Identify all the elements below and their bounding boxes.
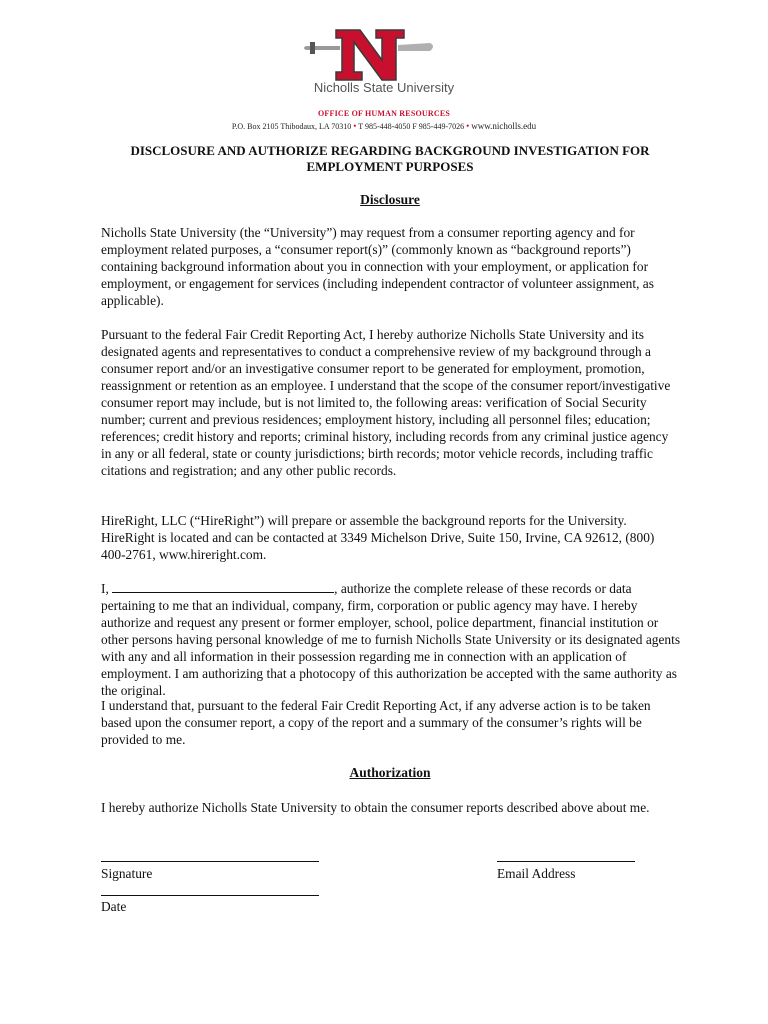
website-link[interactable]: www.nicholls.edu xyxy=(471,121,537,131)
name-blank-field[interactable] xyxy=(112,581,334,593)
disclosure-heading: Disclosure xyxy=(360,192,420,207)
authorization-text: I hereby authorize Nicholls State University to obtain the consumer reports described above about me. xyxy=(101,800,650,815)
email-line[interactable] xyxy=(497,861,635,862)
authorization-heading: Authorization xyxy=(349,765,431,780)
disclosure-paragraph-1: Nicholls State University (the “University”) may request from a consumer reporting agency and for employment related purposes, a “consumer report(s)” (commonly known as “background reports”) containing background information about you in connection with your employment, or application for employment, or engagement for services (including independent contractor of volunteer assignment, as applicable). xyxy=(101,225,654,308)
disclosure-paragraph-5: I understand that, pursuant to the federal Fair Credit Reporting Act, if any adverse action is to be taken based upon the consumer report, a copy of the report and a summary of the consumer’s rights will be provided to me. xyxy=(101,698,651,747)
paragraph-4-prefix: I, xyxy=(101,581,109,596)
signature-line[interactable] xyxy=(101,861,319,862)
date-label: Date xyxy=(101,899,127,914)
disclosure-paragraph-2: Pursuant to the federal Fair Credit Reporting Act, I hereby authorize Nicholls State University and its designated agents and representatives to conduct a comprehensive review of my background through a consumer report and/or an investigative consumer report to be generated for employment, promotion, reassignment or retention as an employee. I understand that the scope of the consumer report/investigative consumer report may include, but is not limited to, the following areas: verification of Social Security number; current and previous residences; employment history, including all personnel files; education; references; credit history and reports; criminal history, including records from any criminal justice agency in any or all federal, state or county jurisdictions; birth records; motor vehicle records, including traffic citations and registration; and any other public records. xyxy=(101,327,671,478)
document-title: DISCLOSURE AND AUTHORIZE REGARDING BACKGROUND INVESTIGATION FOR EMPLOYMENT PURPOSES xyxy=(130,143,650,174)
paragraph-4-text: , authorize the complete release of these records or data pertaining to me that an individual, company, firm, corporation or public agency may have. I hereby authorize and request any present or former employer, school, police department, financial institution or other persons having personal knowledge of me to furnish Nicholls State University or its designated agents with any and all information in their possession regarding me in connection with an application of employment. I am authorizing that a photocopy of this authorization be accepted with the same authority as the original. xyxy=(101,581,681,698)
separator-dot: • xyxy=(466,121,470,131)
disclosure-paragraph-4 xyxy=(101,580,681,699)
university-name: Nicholls State University xyxy=(313,80,455,95)
postal-address: P.O. Box 2105 Thibodaux, LA 70310 xyxy=(231,122,352,131)
signature-label: Signature xyxy=(101,866,153,881)
disclosure-paragraph-3: HireRight, LLC (“HireRight”) will prepare or assemble the background reports for the University. HireRight is located and can be contacted at 3349 Michelson Drive, Suite 150, Irvine, CA 92612, (800) 400-2761, www.hireright.com. xyxy=(101,513,655,562)
date-line[interactable] xyxy=(101,895,319,896)
contact-line xyxy=(0,121,768,131)
email-label: Email Address xyxy=(497,866,576,881)
separator-dot: • xyxy=(353,121,357,131)
fax-number: F 985-449-7026 xyxy=(412,122,465,131)
university-logo xyxy=(300,24,440,86)
phone-number: T 985-448-4050 xyxy=(358,122,411,131)
office-name: OFFICE OF HUMAN RESOURCES xyxy=(317,109,451,118)
